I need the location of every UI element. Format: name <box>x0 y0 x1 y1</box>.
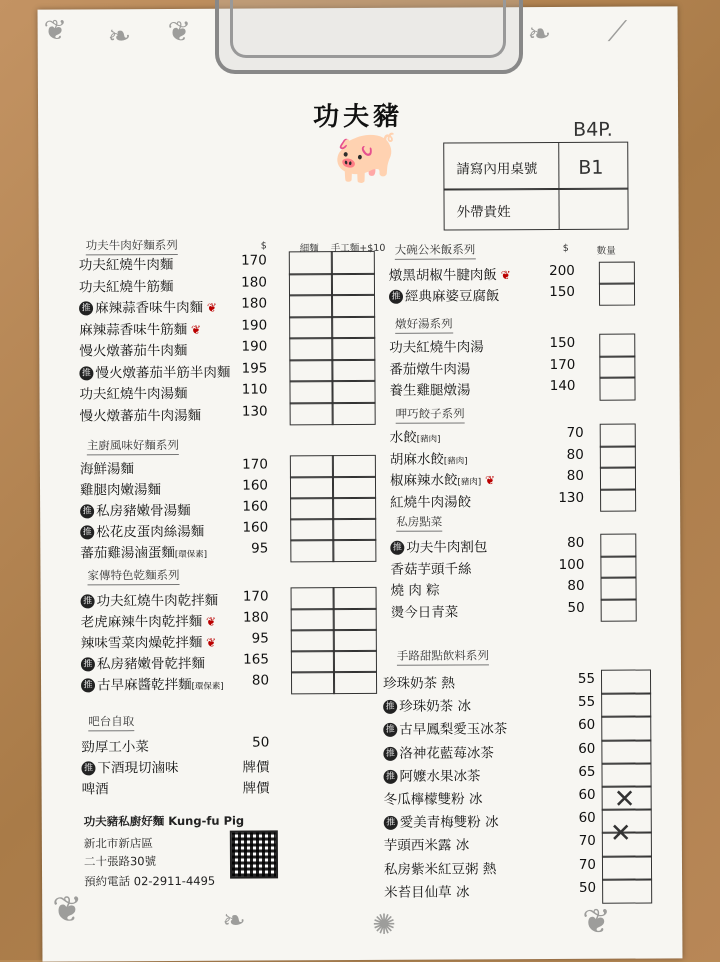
chili-icon: ❦ <box>202 614 217 629</box>
quantity-box[interactable] <box>291 650 335 673</box>
quantity-box[interactable] <box>332 401 376 425</box>
item-price: 170 <box>549 356 576 373</box>
quantity-box[interactable] <box>599 283 635 306</box>
recommended-badge: 推 <box>80 525 94 539</box>
menu-item[interactable] <box>389 335 484 355</box>
item-price: 130 <box>241 402 268 420</box>
quantity-box[interactable] <box>331 315 375 339</box>
herb-sketch-icon: ❦ <box>43 13 68 47</box>
chili-icon: ❦ <box>481 473 496 488</box>
quantity-box[interactable] <box>333 629 377 652</box>
quantity-box[interactable] <box>599 355 635 379</box>
menu-item[interactable] <box>79 360 230 381</box>
item-name: 古早鳳梨愛玉冰茶 <box>399 721 508 739</box>
leek-sketch-icon: ❦ <box>52 889 83 931</box>
item-price: 160 <box>242 477 269 494</box>
item-name: 番茄燉牛肉湯 <box>389 360 471 378</box>
recommended-badge: 推 <box>79 366 93 380</box>
recommended-badge: 推 <box>81 657 95 671</box>
item-name: 阿嬤水果冰茶 <box>399 768 481 785</box>
item-name: 功夫紅燒牛肉乾拌麵 <box>96 592 219 610</box>
item-price: 110 <box>241 381 268 398</box>
footer-phone: 預約電話 02-2911-4495 <box>84 873 216 889</box>
menu-item[interactable] <box>82 777 109 797</box>
brand-title: 功夫豬 <box>313 101 404 133</box>
quantity-box[interactable] <box>333 650 377 673</box>
recommended-badge: 推 <box>80 504 94 518</box>
col-header-thin: 細麵 <box>299 243 319 255</box>
quantity-box[interactable] <box>331 380 375 404</box>
item-price: 150 <box>549 283 576 301</box>
menu-item[interactable] <box>390 535 487 556</box>
quantity-box[interactable] <box>600 534 636 558</box>
item-price: 80 <box>567 534 585 551</box>
menu-item[interactable] <box>79 253 174 273</box>
menu-item[interactable] <box>79 382 187 403</box>
item-name: 珍珠奶茶 冰 <box>399 698 472 715</box>
menu-item[interactable] <box>81 631 216 652</box>
item-price: 150 <box>549 334 576 352</box>
item-name: 松花皮蛋肉絲湯麵 <box>96 523 205 541</box>
quantity-box[interactable] <box>600 424 636 448</box>
section-title: 燉好湯系列 <box>395 316 453 334</box>
item-name: 下酒現切滷味 <box>97 759 179 777</box>
herb-sketch-icon: ❦ <box>582 901 611 942</box>
quantity-box[interactable] <box>602 878 652 903</box>
menu-item[interactable] <box>384 810 499 831</box>
knife-sketch-icon: ⟋ <box>607 14 628 48</box>
item-name: 雞腿肉嫩湯麵 <box>79 482 162 499</box>
menu-item[interactable] <box>389 263 511 284</box>
menu-sheet <box>38 6 683 961</box>
menu-item[interactable] <box>80 541 207 562</box>
menu-item[interactable] <box>390 447 468 467</box>
handwritten-floor: B4P. <box>573 118 613 141</box>
item-name: 慢火燉蕃茄牛肉湯麵 <box>79 407 202 424</box>
item-name: 慢火燉蕃茄半筋半肉麵 <box>95 364 231 381</box>
item-price: 140 <box>549 377 576 395</box>
quantity-box[interactable] <box>332 518 376 541</box>
quantity-box[interactable] <box>290 402 334 426</box>
quantity-box[interactable] <box>289 359 333 383</box>
item-name: 功夫紅燒牛肉麵 <box>78 256 174 274</box>
item-price: 50 <box>252 734 270 751</box>
item-price: 95 <box>251 540 269 557</box>
item-price: 60 <box>578 717 596 734</box>
clip-wire <box>230 0 506 58</box>
quantity-box[interactable] <box>601 739 651 764</box>
item-price: 牌價 <box>242 780 270 797</box>
quantity-box[interactable] <box>600 488 636 512</box>
menu-item[interactable] <box>80 499 191 520</box>
recommended-badge: 推 <box>383 723 397 737</box>
item-price: 牌價 <box>242 759 270 776</box>
item-name: 蕃茄雞湯滷蛋麵 <box>80 544 175 562</box>
menu-item[interactable] <box>79 339 187 360</box>
col-header-price: $ <box>562 242 569 254</box>
item-price: 165 <box>243 651 269 668</box>
menu-item[interactable] <box>81 652 205 673</box>
menu-item[interactable] <box>383 718 507 739</box>
item-name: 私房豬嫩骨湯麵 <box>96 502 191 520</box>
item-price: 60 <box>578 740 596 757</box>
star-anise-sketch-icon: ✺ <box>372 907 396 941</box>
item-name: 功夫牛肉割包 <box>406 539 488 556</box>
menu-item[interactable] <box>383 672 455 692</box>
vegetable-sketch-icon: ❧ <box>527 16 552 51</box>
menu-item[interactable] <box>80 457 134 477</box>
recommended-badge: 推 <box>383 700 397 714</box>
recommended-badge: 推 <box>383 770 397 784</box>
item-name: 功夫紅燒牛筋麵 <box>78 278 174 295</box>
recommended-badge: 推 <box>81 594 95 608</box>
chili-icon: ❦ <box>187 322 202 337</box>
recommended-badge: 推 <box>81 761 95 775</box>
quantity-box[interactable] <box>289 294 333 318</box>
recommended-badge: 推 <box>390 541 404 555</box>
quantity-box[interactable] <box>331 337 375 361</box>
menu-item[interactable] <box>81 610 216 631</box>
ginger-sketch-icon: ❧ <box>222 903 246 937</box>
recommended-badge: 推 <box>389 290 403 304</box>
section-title: 吧台自取 <box>88 713 134 731</box>
section-title: 呷巧餃子系列 <box>396 405 465 423</box>
item-tag: [豬肉] <box>457 477 482 488</box>
footer-address-line1: 新北市新店區 <box>83 836 153 851</box>
item-name: 功夫紅燒牛肉湯麵 <box>79 385 188 403</box>
recommended-badge: 推 <box>384 816 398 830</box>
item-price: 55 <box>577 670 596 687</box>
item-name: 老虎麻辣牛肉乾拌麵 <box>80 613 203 631</box>
item-name: 米苔目仙草 冰 <box>384 884 470 901</box>
item-name: 冬瓜檸檬雙粉 冰 <box>383 791 483 808</box>
item-name: 洛神花藍莓冰茶 <box>399 744 494 762</box>
recommended-badge: 推 <box>383 746 397 760</box>
item-price: 80 <box>567 577 585 594</box>
item-price: 160 <box>242 519 269 536</box>
quantity-box[interactable] <box>600 577 636 601</box>
item-price: 95 <box>251 630 269 647</box>
item-name: 水餃 <box>389 429 417 446</box>
item-price: 65 <box>578 763 596 780</box>
footer-address-line2: 二十張路30號 <box>83 854 157 869</box>
item-name: 勁厚工小菜 <box>81 739 149 756</box>
item-price: 170 <box>242 456 268 473</box>
menu-item[interactable] <box>390 557 471 577</box>
quantity-box[interactable] <box>290 518 334 541</box>
quantity-box[interactable] <box>600 555 636 579</box>
quantity-box[interactable] <box>291 587 335 610</box>
menu-item[interactable] <box>80 520 204 541</box>
menu-item[interactable] <box>80 403 202 424</box>
item-name: 愛美青梅雙粉 冰 <box>399 814 499 831</box>
item-price: 50 <box>567 599 585 616</box>
item-name: 麻辣蒜香味牛肉麵 <box>95 299 204 317</box>
quantity-box[interactable] <box>289 251 333 275</box>
item-name: 珍珠奶茶 熱 <box>383 675 455 692</box>
menu-item[interactable] <box>384 834 469 854</box>
takeout-name-label: 外帶貴姓 <box>456 204 511 221</box>
handwritten-table: B1 <box>578 156 604 179</box>
item-price: 55 <box>577 693 596 711</box>
qr-code[interactable] <box>230 830 278 878</box>
col-header-price: $ <box>260 240 267 252</box>
item-name: 燉黑胡椒牛腱肉飯 <box>388 267 497 284</box>
section-title: 私房點菜 <box>396 514 442 532</box>
quantity-box[interactable] <box>601 669 651 694</box>
item-name: 私房紫米紅豆粥 熱 <box>383 860 497 878</box>
item-price: 80 <box>566 467 585 484</box>
menu-item[interactable] <box>79 274 174 294</box>
quantity-box[interactable] <box>331 294 375 318</box>
recommended-badge: 推 <box>81 678 95 692</box>
item-tag: [環保素] <box>174 549 208 560</box>
menu-item[interactable] <box>390 490 471 510</box>
menu-item[interactable] <box>390 426 441 446</box>
quantity-box[interactable] <box>291 608 335 631</box>
item-price: 190 <box>241 316 268 334</box>
menu-item[interactable] <box>384 787 483 808</box>
quantity-box[interactable] <box>331 358 375 382</box>
quantity-box[interactable] <box>601 716 651 741</box>
quantity-box[interactable] <box>291 671 335 694</box>
item-price: 100 <box>558 556 585 573</box>
item-price: 170 <box>241 252 267 269</box>
check-mark-icon: ✕ <box>613 784 636 815</box>
chili-icon: ❦ <box>496 268 511 283</box>
item-name: 啤酒 <box>81 781 109 798</box>
menu-item[interactable] <box>81 589 219 610</box>
section-title: 主廚風味好麵系列 <box>87 437 179 455</box>
quantity-box[interactable] <box>291 629 335 652</box>
quantity-box[interactable] <box>332 497 376 520</box>
item-name: 慢火燉蕃茄牛肉麵 <box>79 342 188 360</box>
quantity-box[interactable] <box>599 262 635 285</box>
item-name: 古早麻醬乾拌麵 <box>97 676 192 694</box>
item-tag: [環保素] <box>191 681 224 692</box>
item-name: 胡麻水餃 <box>389 451 444 468</box>
col-header-handmade: 手工麵+$10 <box>330 242 386 255</box>
menu-item[interactable] <box>383 764 480 785</box>
recommended-badge: 推 <box>79 301 93 315</box>
item-name: 椒麻辣水餃 <box>389 472 458 489</box>
item-name: 辣味雪菜肉燥乾拌麵 <box>80 634 203 652</box>
item-name: 經典麻婆豆腐飯 <box>404 288 500 305</box>
menu-item[interactable] <box>389 357 470 377</box>
item-name: 養生雞腿燉湯 <box>389 382 471 399</box>
quantity-box[interactable] <box>290 497 334 520</box>
leaf-sketch-icon: ❧ <box>107 19 132 53</box>
pig-logo-icon: 🐖 <box>333 126 399 188</box>
menu-item[interactable] <box>79 317 201 338</box>
quantity-box[interactable] <box>289 337 333 361</box>
check-mark-icon: ✕ <box>609 818 632 849</box>
menu-item[interactable] <box>81 756 178 777</box>
item-name: 麻辣蒜香味牛筋麵 <box>79 321 188 338</box>
item-tag: [豬肉] <box>443 455 468 467</box>
section-title: 家傳特色乾麵系列 <box>87 567 179 585</box>
item-price: 180 <box>241 295 268 312</box>
item-name: 海鮮湯麵 <box>79 461 134 478</box>
quantity-box[interactable] <box>602 855 652 880</box>
item-name: 芋頭西米露 冰 <box>383 837 470 855</box>
quantity-box[interactable] <box>331 251 375 275</box>
quantity-box[interactable] <box>332 539 376 562</box>
chili-icon: ❦ <box>202 635 217 650</box>
menu-item[interactable] <box>390 579 439 599</box>
table-number-label: 請寫內用桌號 <box>456 161 538 178</box>
item-price: 70 <box>578 833 596 850</box>
section-title: 大碗公米飯系列 <box>395 241 476 259</box>
quantity-box[interactable] <box>290 455 334 478</box>
chili-icon: ❦ <box>203 300 217 315</box>
item-price: 80 <box>566 446 584 463</box>
section-title: 功夫牛肉好麵系列 <box>86 237 178 255</box>
menu-item[interactable] <box>383 741 494 762</box>
item-tag: [豬肉] <box>416 434 441 445</box>
item-name: 私房豬嫩骨乾拌麵 <box>96 655 205 673</box>
quantity-box[interactable] <box>332 455 376 478</box>
menu-item[interactable] <box>81 673 224 694</box>
menu-item[interactable] <box>384 880 469 900</box>
item-price: 50 <box>578 879 597 896</box>
quantity-box[interactable] <box>333 587 377 610</box>
menu-item[interactable] <box>80 478 161 498</box>
item-price: 195 <box>241 359 268 377</box>
menu-item[interactable] <box>391 600 459 620</box>
menu-item[interactable] <box>81 735 149 755</box>
item-price: 60 <box>578 786 596 803</box>
item-price: 160 <box>242 498 269 515</box>
quantity-box[interactable] <box>289 273 333 297</box>
menu-item[interactable] <box>390 468 495 489</box>
quantity-box[interactable] <box>289 380 333 404</box>
item-price: 70 <box>578 856 597 873</box>
item-price: 200 <box>549 262 575 280</box>
item-price: 170 <box>242 588 269 605</box>
menu-item[interactable] <box>384 857 496 878</box>
col-header-qty: 數量 <box>596 245 616 257</box>
quantity-box[interactable] <box>290 539 334 562</box>
quantity-box[interactable] <box>333 608 377 631</box>
item-price: 130 <box>558 489 585 506</box>
quantity-box[interactable] <box>331 272 375 296</box>
item-price: 80 <box>251 672 270 689</box>
quantity-box[interactable] <box>601 693 651 718</box>
item-price: 190 <box>241 338 268 355</box>
quantity-box[interactable] <box>600 445 636 469</box>
item-name: 燒 肉 粽 <box>390 582 440 599</box>
quantity-box[interactable] <box>601 598 637 622</box>
item-name: 燙今日青菜 <box>390 603 459 621</box>
quantity-box[interactable] <box>289 316 333 340</box>
leaf-sketch-icon: ❦ <box>167 14 192 49</box>
item-price: 60 <box>578 809 596 827</box>
quantity-box[interactable] <box>290 476 334 499</box>
menu-item[interactable] <box>389 378 470 398</box>
item-price: 180 <box>241 273 267 291</box>
quantity-box[interactable] <box>600 467 636 491</box>
section-title: 手路甜點飲料系列 <box>397 647 489 665</box>
quantity-box[interactable] <box>332 476 376 499</box>
footer-shop-name: 功夫豬私廚好麵 Kung-fu Pig <box>83 813 245 829</box>
menu-item[interactable] <box>389 284 500 305</box>
item-name: 紅燒牛肉湯餃 <box>390 493 472 511</box>
item-price: 180 <box>242 609 269 626</box>
menu-item[interactable] <box>383 695 471 715</box>
quantity-box[interactable] <box>599 334 635 358</box>
item-name: 香菇芋頭千絲 <box>390 560 472 578</box>
menu-item[interactable] <box>79 296 217 317</box>
item-price: 70 <box>566 424 584 441</box>
item-name: 功夫紅燒牛肉湯 <box>389 339 484 356</box>
quantity-box[interactable] <box>599 377 635 401</box>
quantity-box[interactable] <box>333 671 377 694</box>
